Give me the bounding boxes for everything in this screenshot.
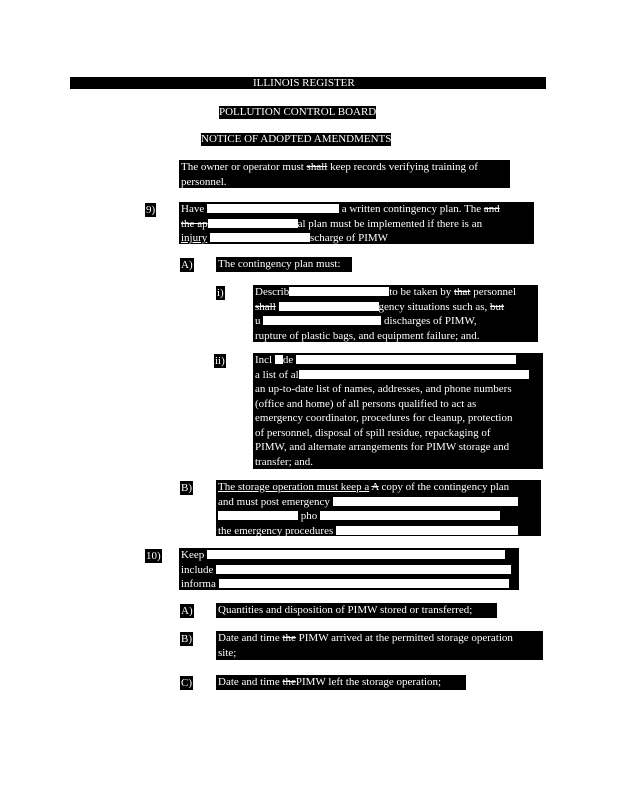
text: (office and home) of all persons qualified to act as <box>255 397 477 410</box>
text: include <box>181 563 214 576</box>
strike-text: that <box>453 286 471 298</box>
text: Date and time <box>218 632 280 644</box>
intro-strike: shall <box>306 161 328 173</box>
redaction <box>208 219 298 228</box>
text: copy of the contingency plan <box>381 481 510 493</box>
item-9Ai-number: i) <box>217 287 224 299</box>
item-10-text <box>179 548 519 590</box>
text: informa <box>181 578 216 590</box>
item-9-l1b: a written contingency plan. The <box>341 203 482 215</box>
text: The storage operation must keep a <box>218 481 370 493</box>
redaction <box>279 302 379 311</box>
text: gency situations such as, <box>378 300 488 313</box>
item-10C-text <box>216 675 466 690</box>
redaction <box>299 370 529 379</box>
redaction <box>336 526 518 535</box>
item-10B-number: B) <box>181 633 192 645</box>
redaction <box>207 204 339 213</box>
item-9-l1a: Have <box>181 203 205 215</box>
redaction <box>210 233 310 242</box>
redaction <box>218 511 298 520</box>
text: rupture of plastic bags, and equipment failure; and. <box>255 329 480 342</box>
redaction <box>333 497 518 506</box>
redaction <box>263 316 381 325</box>
item-9-l3a: injury <box>181 232 208 244</box>
text: of personnel, disposal of spill residue, repackaging of <box>255 426 491 439</box>
strike-text: A <box>371 481 379 493</box>
text: personnel <box>473 286 516 298</box>
text: Keep <box>181 549 205 561</box>
register-title: ILLINOIS REGISTER <box>253 77 355 89</box>
text: discharges of PIMW, <box>384 315 477 327</box>
item-9-l2b: al plan must be implemented if there is an <box>297 217 483 230</box>
text: Incl <box>255 354 273 366</box>
intro-line2: personnel. <box>181 175 227 188</box>
item-9-text <box>179 202 534 244</box>
item-9A-text: The contingency plan must: <box>216 257 352 272</box>
text: transfer; and. <box>255 455 314 468</box>
text: and must post emergency <box>218 495 330 508</box>
item-9Ai-text <box>253 285 538 342</box>
text: de <box>282 354 294 366</box>
redaction <box>219 579 509 588</box>
strike-text: the <box>282 676 296 688</box>
text: Describ <box>255 286 290 298</box>
text: site; <box>218 646 237 659</box>
item-9Aii-number: ii) <box>215 355 225 367</box>
item-10A-text: Quantities and disposition of PIMW stored or transferred; <box>216 603 497 618</box>
strike-text: the <box>282 632 296 644</box>
redaction <box>275 355 283 364</box>
text: PIMW arrived at the permitted storage operation <box>298 632 513 644</box>
redaction <box>207 550 505 559</box>
item-10A-number: A) <box>181 605 193 617</box>
intro-text-b: keep records verifying training of <box>330 161 478 173</box>
item-9B-number: B) <box>181 482 192 494</box>
redaction <box>289 287 389 296</box>
text: PIMW left the storage operation; <box>295 676 442 688</box>
item-9-l3b: scharge of PIMW <box>310 232 388 244</box>
intro-paragraph <box>179 160 510 188</box>
strike-text: shall <box>255 300 276 313</box>
redaction <box>391 233 471 242</box>
text: the emergency procedures <box>218 524 334 537</box>
intro-text: The owner or operator must <box>181 161 304 173</box>
text: an up-to-date list of names, addresses, and phone numbers <box>255 383 512 395</box>
text: a list of al <box>255 368 299 381</box>
item-10B-text <box>216 631 543 660</box>
board-title: POLLUTION CONTROL BOARD <box>219 106 377 118</box>
notice-title: NOTICE OF ADOPTED AMENDMENTS <box>201 133 392 145</box>
item-9-number: 9) <box>146 204 156 216</box>
redaction <box>320 511 500 520</box>
item-10C-number: C) <box>181 677 192 689</box>
text: PIMW, and alternate arrangements for PIMW storage and <box>255 441 510 453</box>
item-9Aii-text <box>253 353 543 469</box>
item-9A-number: A) <box>181 259 193 271</box>
item-9-strike: and <box>483 203 500 215</box>
text: Date and time <box>218 676 280 688</box>
text: u <box>255 315 261 327</box>
redaction <box>296 355 516 364</box>
item-9B-text <box>216 480 541 536</box>
text: pho <box>300 510 318 522</box>
redaction <box>216 565 511 574</box>
strike-text: but <box>490 300 505 313</box>
item-9-l2a: the ap <box>181 217 208 230</box>
text: to be taken by <box>389 286 452 298</box>
text: emergency coordinator, procedures for cleanup, protection <box>255 412 513 424</box>
item-10-number: 10) <box>146 550 161 562</box>
